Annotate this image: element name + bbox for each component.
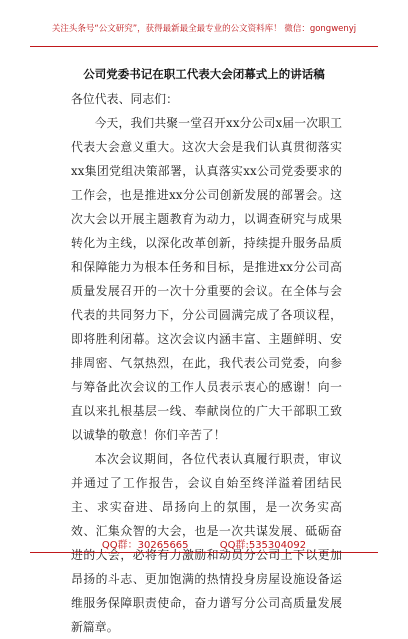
document-body (71, 87, 342, 639)
document-title: 公司党委书记在职工代表大会闭幕式上的讲话稿 (83, 67, 325, 81)
header-divider (30, 46, 378, 47)
footer-divider (30, 552, 378, 553)
paragraph-2: 本次会议期间，各位代表认真履行职责，审议并通过了工作报告，会议自始至终洋溢着团结民主、求实奋进、昂扬向上的氛围，是一次务实高效、汇集众智的大会，也是一次共谋发展、砥砺奋进的大会，必将有力激励和动员分公司上下以更加昂扬的斗志、更加饱满的热情投身房屋设施设备运维服务保障职责使命，奋力谱写分公司高质量发展新篇章。 (71, 452, 342, 634)
promo-header: 关注头条号“公文研究”，获得最新最全最专业的公文资料库！ 微信：gongwenyj (51, 24, 357, 34)
salutation: 各位代表、同志们： (71, 92, 179, 106)
qq-footer (0, 536, 408, 551)
qq-group-1: QQ群：30265665 (101, 540, 189, 551)
paragraph-1: 今天，我们共聚一堂召开xx分公司x届一次职工代表大会意义重大。这次大会是我们认真贯彻落实xx集团党组决策部署，认真落实xx公司党委要求的工作会，也是推进xx分公司创新发展的部署会。这次大会以开展主题教育为动力，以调查研究与成果转化为主线，以深化改革创新，持续提升服务品质和保障能力为根本任务和目标，是推进xx分公司高质量发展召开的一次十分重要的会议。在全体与会代表的共同努力下，分公司圆满完成了各项议程，即将胜利闭幕。这次会议内涵丰富、主题鲜明、安排周密、气氛热烈，在此，我代表公司党委，向参与筹备此次会议的工作人员表示衷心的感谢！向一直以来扎根基层一线、奉献岗位的广大干部职工致以诚挚的敬意！你们辛苦了！ (71, 116, 342, 442)
qq-group-2: QQ群:535304092 (219, 540, 307, 551)
